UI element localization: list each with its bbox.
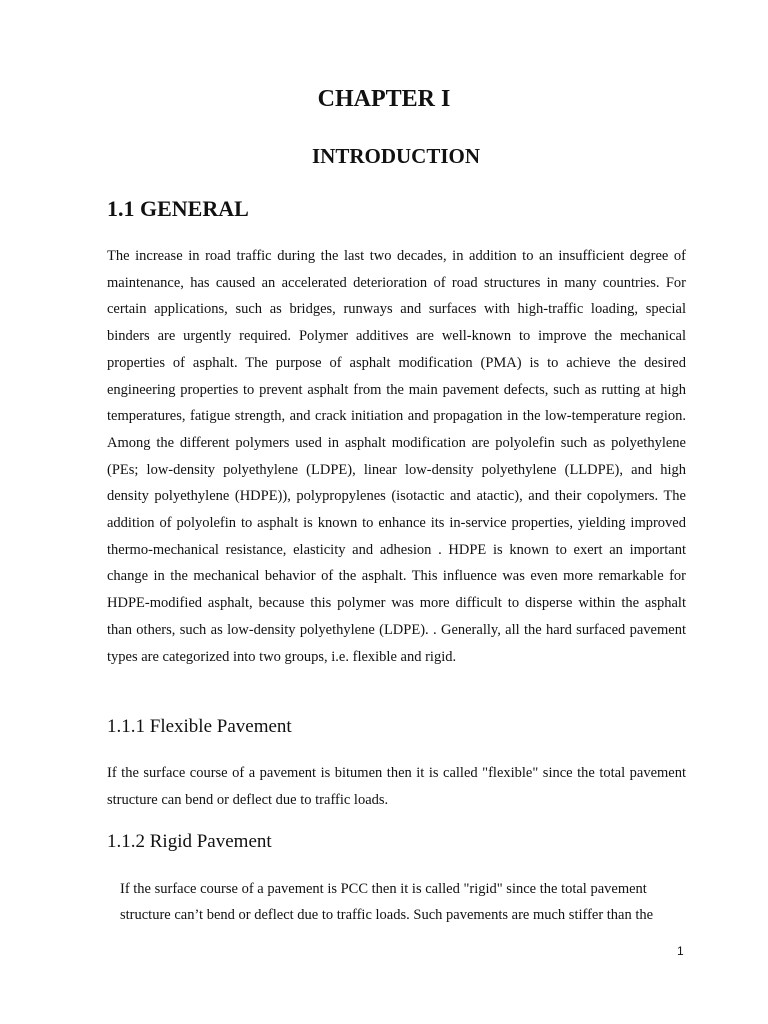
chapter-title: INTRODUCTION [311, 144, 481, 168]
paragraph-rigid-pavement: If the surface course of a pavement is PCC then it is called "rigid" since the total pavement structure can’t bend or deflect due to traffic loads. Such pavements are much stiffer than the [120, 881, 654, 923]
paragraph-general: The increase in road traffic during the last two decades, in addition to an insufficient degree of maintenance, has caused an accelerated deterioration of road structures in many countries. For certain applications, such as bridges, runways and surfaces with high-traffic loading, special binders are urgently required. Polymer additives are well-known to improve the mechanical properties of asphalt. The purpose of asphalt modification (PMA) is to achieve the desired engineering properties to prevent asphalt from the main pavement defects, such as rutting at high temperatures, fatigue strength, and crack initiation and propagation in the low-temperature region. Among the different polymers used in asphalt modification are polyolefin such as polyethylene (PEs; low-density polyethylene (LDPE), linear low-density polyethylene (LLDPE), and high density polyethylene (HDPE)), polypropylenes (isotactic and atactic), and their copolymers. The addition of polyolefin to asphalt is known to enhance its in-service properties, yielding improved thermo-mechanical resistance, elasticity and adhesion . HDPE is known to exert an important change in the mechanical behavior of the asphalt. This influence was even more remarkable for HDPE-modified asphalt, because this polymer was more difficult to disperse within the asphalt than others, such as low-density polyethylene (LDPE). . Generally, all the hard surfaced pavement types are categorized into two groups, i.e. flexible and rigid. [107, 248, 686, 665]
section-heading-flexible-pavement: 1.1.1 Flexible Pavement [107, 716, 292, 737]
chapter-label: CHAPTER I [317, 86, 451, 112]
section-heading-general: 1.1 GENERAL [107, 196, 249, 221]
section-heading-rigid-pavement: 1.1.2 Rigid Pavement [107, 831, 272, 852]
paragraph-flexible-pavement: If the surface course of a pavement is bitumen then it is called "flexible" since the total pavement structure can bend or deflect due to traffic loads. [107, 765, 686, 808]
page-number: 1 [677, 944, 684, 958]
